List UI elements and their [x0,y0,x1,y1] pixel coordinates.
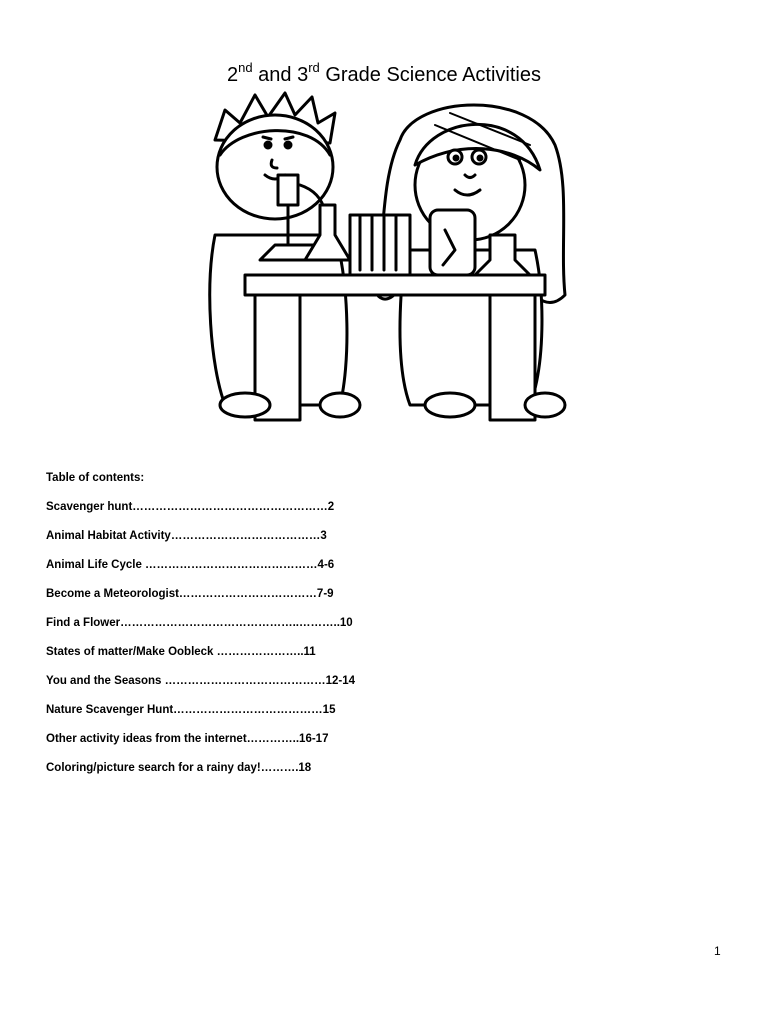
title-middle: and 3 [252,64,309,87]
page-number: 1 [714,944,721,958]
toc-item-internet-ideas: Other activity ideas from the internet…………..16-17 [46,733,329,745]
toc-item-nature-hunt: Nature Scavenger Hunt…………………………………15 [46,704,336,716]
toc-item-animal-habitat: Animal Habitat Activity…………………………………3 [46,530,327,542]
title-superscript-rd: rd [308,59,320,75]
kids-science-lab-icon [200,85,576,435]
toc-list [46,499,466,789]
toc-item-find-a-flower: Find a Flower………………………………………..………..10 [46,617,353,629]
toc-item-seasons: You and the Seasons ……………………………………12-14 [46,675,356,687]
toc-item-states-of-matter: States of matter/Make Oobleck …………………..11 [46,646,316,658]
title-num-2: 2 [227,64,239,87]
table-of-contents [46,470,466,789]
title-rest: Grade Science Activities [319,64,541,87]
title-superscript-nd: nd [238,59,253,75]
toc-item-meteorologist: Become a Meteorologist………………………………7-9 [46,588,334,600]
toc-item-animal-life-cycle: Animal Life Cycle ………………………………………4-6 [46,559,335,571]
toc-item-scavenger-hunt: Scavenger hunt……………………………………………2 [46,501,335,513]
toc-heading: Table of contents: [46,472,145,484]
toc-item-coloring: Coloring/picture search for a rainy day!……….18 [46,762,312,774]
